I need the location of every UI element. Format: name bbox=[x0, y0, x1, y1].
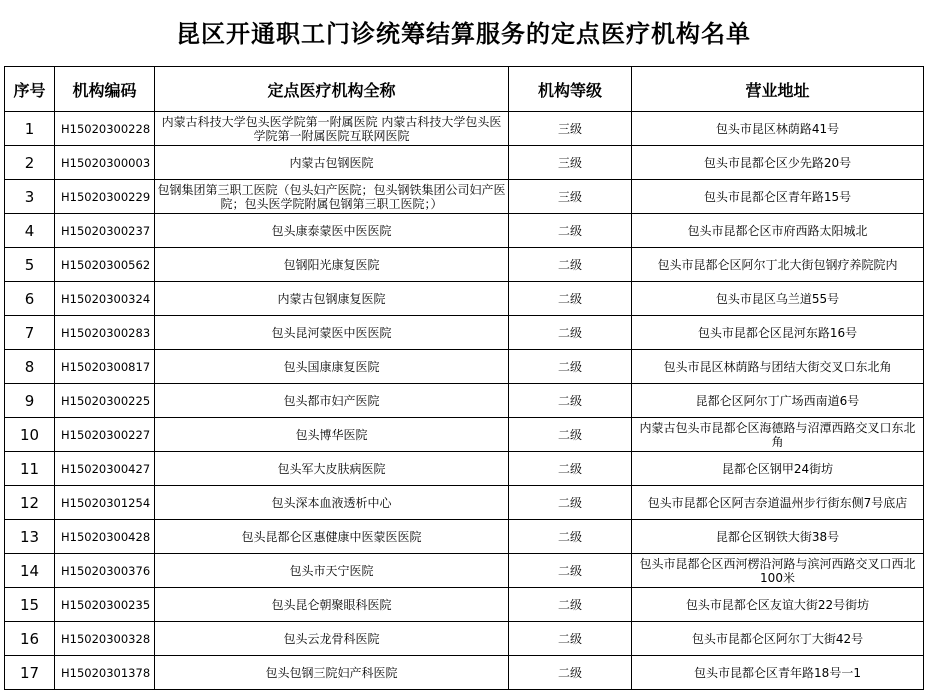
cell-address: 包头市昆都仑区少先路20号 bbox=[632, 146, 924, 180]
cell-name: 包头康泰蒙医中医医院 bbox=[155, 214, 509, 248]
cell-seq: 3 bbox=[5, 180, 55, 214]
cell-address: 内蒙古包头市昆都仑区海德路与沼潭西路交叉口东北角 bbox=[632, 418, 924, 452]
table-row bbox=[5, 282, 924, 316]
cell-level: 二级 bbox=[509, 384, 632, 418]
cell-level: 二级 bbox=[509, 588, 632, 622]
table-row bbox=[5, 486, 924, 520]
header-address: 营业地址 bbox=[632, 67, 924, 112]
cell-level: 二级 bbox=[509, 248, 632, 282]
cell-name: 内蒙古包钢康复医院 bbox=[155, 282, 509, 316]
cell-code: H15020300235 bbox=[55, 588, 155, 622]
cell-level: 二级 bbox=[509, 350, 632, 384]
cell-name: 内蒙古科技大学包头医学院第一附属医院 内蒙古科技大学包头医学院第一附属医院互联网医院 bbox=[155, 112, 509, 146]
cell-address: 包头市昆区林荫路与团结大街交叉口东北角 bbox=[632, 350, 924, 384]
header-seq: 序号 bbox=[5, 67, 55, 112]
cell-code: H15020300817 bbox=[55, 350, 155, 384]
cell-name: 包头昆都仑区惠健康中医蒙医医院 bbox=[155, 520, 509, 554]
cell-level: 二级 bbox=[509, 486, 632, 520]
cell-level: 二级 bbox=[509, 316, 632, 350]
cell-name: 包头包钢三院妇产科医院 bbox=[155, 656, 509, 690]
cell-seq: 13 bbox=[5, 520, 55, 554]
cell-seq: 15 bbox=[5, 588, 55, 622]
cell-seq: 4 bbox=[5, 214, 55, 248]
cell-address: 包头市昆都仑区西河楞沿河路与滨河西路交叉口西北100米 bbox=[632, 554, 924, 588]
cell-address: 昆都仑区钢铁大街38号 bbox=[632, 520, 924, 554]
cell-code: H15020301254 bbox=[55, 486, 155, 520]
cell-code: H15020300227 bbox=[55, 418, 155, 452]
cell-seq: 8 bbox=[5, 350, 55, 384]
cell-level: 二级 bbox=[509, 554, 632, 588]
cell-address: 包头市昆都仑区昆河东路16号 bbox=[632, 316, 924, 350]
cell-level: 二级 bbox=[509, 282, 632, 316]
cell-name: 包钢阳光康复医院 bbox=[155, 248, 509, 282]
cell-address: 昆都仑区阿尔丁广场西南道6号 bbox=[632, 384, 924, 418]
cell-name: 包头昆仑朝聚眼科医院 bbox=[155, 588, 509, 622]
cell-address: 包头市昆都仑区青年路18号一1 bbox=[632, 656, 924, 690]
cell-name: 包头昆河蒙医中医医院 bbox=[155, 316, 509, 350]
table-row bbox=[5, 112, 924, 146]
cell-level: 二级 bbox=[509, 520, 632, 554]
cell-level: 二级 bbox=[509, 452, 632, 486]
cell-seq: 14 bbox=[5, 554, 55, 588]
table-row bbox=[5, 588, 924, 622]
cell-level: 三级 bbox=[509, 146, 632, 180]
table-row bbox=[5, 418, 924, 452]
cell-address: 包头市昆都仑区青年路15号 bbox=[632, 180, 924, 214]
cell-name: 包头深本血液透析中心 bbox=[155, 486, 509, 520]
cell-code: H15020300328 bbox=[55, 622, 155, 656]
cell-level: 三级 bbox=[509, 180, 632, 214]
cell-code: H15020300003 bbox=[55, 146, 155, 180]
cell-code: H15020300324 bbox=[55, 282, 155, 316]
cell-address: 包头市昆都仑区阿尔丁北大街包钢疗养院院内 bbox=[632, 248, 924, 282]
table-row bbox=[5, 146, 924, 180]
cell-code: H15020300428 bbox=[55, 520, 155, 554]
cell-name: 包头市天宁医院 bbox=[155, 554, 509, 588]
cell-name: 包头博华医院 bbox=[155, 418, 509, 452]
header-name: 定点医疗机构全称 bbox=[155, 67, 509, 112]
header-code: 机构编码 bbox=[55, 67, 155, 112]
cell-name: 包头云龙骨科医院 bbox=[155, 622, 509, 656]
table-row bbox=[5, 520, 924, 554]
cell-seq: 11 bbox=[5, 452, 55, 486]
cell-seq: 12 bbox=[5, 486, 55, 520]
table-row bbox=[5, 316, 924, 350]
cell-name: 包头国康康复医院 bbox=[155, 350, 509, 384]
cell-address: 包头市昆区林荫路41号 bbox=[632, 112, 924, 146]
cell-code: H15020300283 bbox=[55, 316, 155, 350]
table-row bbox=[5, 656, 924, 690]
table-row bbox=[5, 554, 924, 588]
cell-code: H15020300376 bbox=[55, 554, 155, 588]
cell-code: H15020300562 bbox=[55, 248, 155, 282]
cell-seq: 2 bbox=[5, 146, 55, 180]
cell-level: 三级 bbox=[509, 112, 632, 146]
institution-table bbox=[4, 66, 924, 690]
cell-name: 包头军大皮肤病医院 bbox=[155, 452, 509, 486]
cell-code: H15020300427 bbox=[55, 452, 155, 486]
cell-code: H15020300237 bbox=[55, 214, 155, 248]
table-row bbox=[5, 180, 924, 214]
cell-name: 包钢集团第三职工医院（包头妇产医院；包头钢铁集团公司妇产医院；包头医学院附属包钢第三职工医院；） bbox=[155, 180, 509, 214]
table-row bbox=[5, 452, 924, 486]
table-row bbox=[5, 350, 924, 384]
cell-level: 二级 bbox=[509, 622, 632, 656]
header-level: 机构等级 bbox=[509, 67, 632, 112]
cell-address: 包头市昆都仑区阿尔丁大街42号 bbox=[632, 622, 924, 656]
cell-seq: 16 bbox=[5, 622, 55, 656]
cell-seq: 1 bbox=[5, 112, 55, 146]
cell-seq: 7 bbox=[5, 316, 55, 350]
table-row bbox=[5, 248, 924, 282]
cell-seq: 6 bbox=[5, 282, 55, 316]
cell-address: 包头市昆都仑区市府西路太阳城北 bbox=[632, 214, 924, 248]
cell-code: H15020300229 bbox=[55, 180, 155, 214]
cell-code: H15020300225 bbox=[55, 384, 155, 418]
cell-code: H15020300228 bbox=[55, 112, 155, 146]
table-body bbox=[5, 112, 924, 690]
table-row bbox=[5, 214, 924, 248]
cell-level: 二级 bbox=[509, 214, 632, 248]
table-row bbox=[5, 384, 924, 418]
cell-address: 包头市昆都仑区阿吉奈道温州步行街东侧7号底店 bbox=[632, 486, 924, 520]
cell-name: 包头都市妇产医院 bbox=[155, 384, 509, 418]
table-header-row bbox=[5, 67, 924, 112]
table-row bbox=[5, 622, 924, 656]
page-title: 昆区开通职工门诊统筹结算服务的定点医疗机构名单 bbox=[176, 20, 751, 48]
cell-level: 二级 bbox=[509, 656, 632, 690]
cell-seq: 17 bbox=[5, 656, 55, 690]
cell-address: 包头市昆都仑区友谊大街22号街坊 bbox=[632, 588, 924, 622]
cell-address: 包头市昆区乌兰道55号 bbox=[632, 282, 924, 316]
cell-seq: 9 bbox=[5, 384, 55, 418]
cell-name: 内蒙古包钢医院 bbox=[155, 146, 509, 180]
cell-seq: 5 bbox=[5, 248, 55, 282]
cell-code: H15020301378 bbox=[55, 656, 155, 690]
cell-level: 二级 bbox=[509, 418, 632, 452]
cell-address: 昆都仑区钢甲24街坊 bbox=[632, 452, 924, 486]
cell-seq: 10 bbox=[5, 418, 55, 452]
